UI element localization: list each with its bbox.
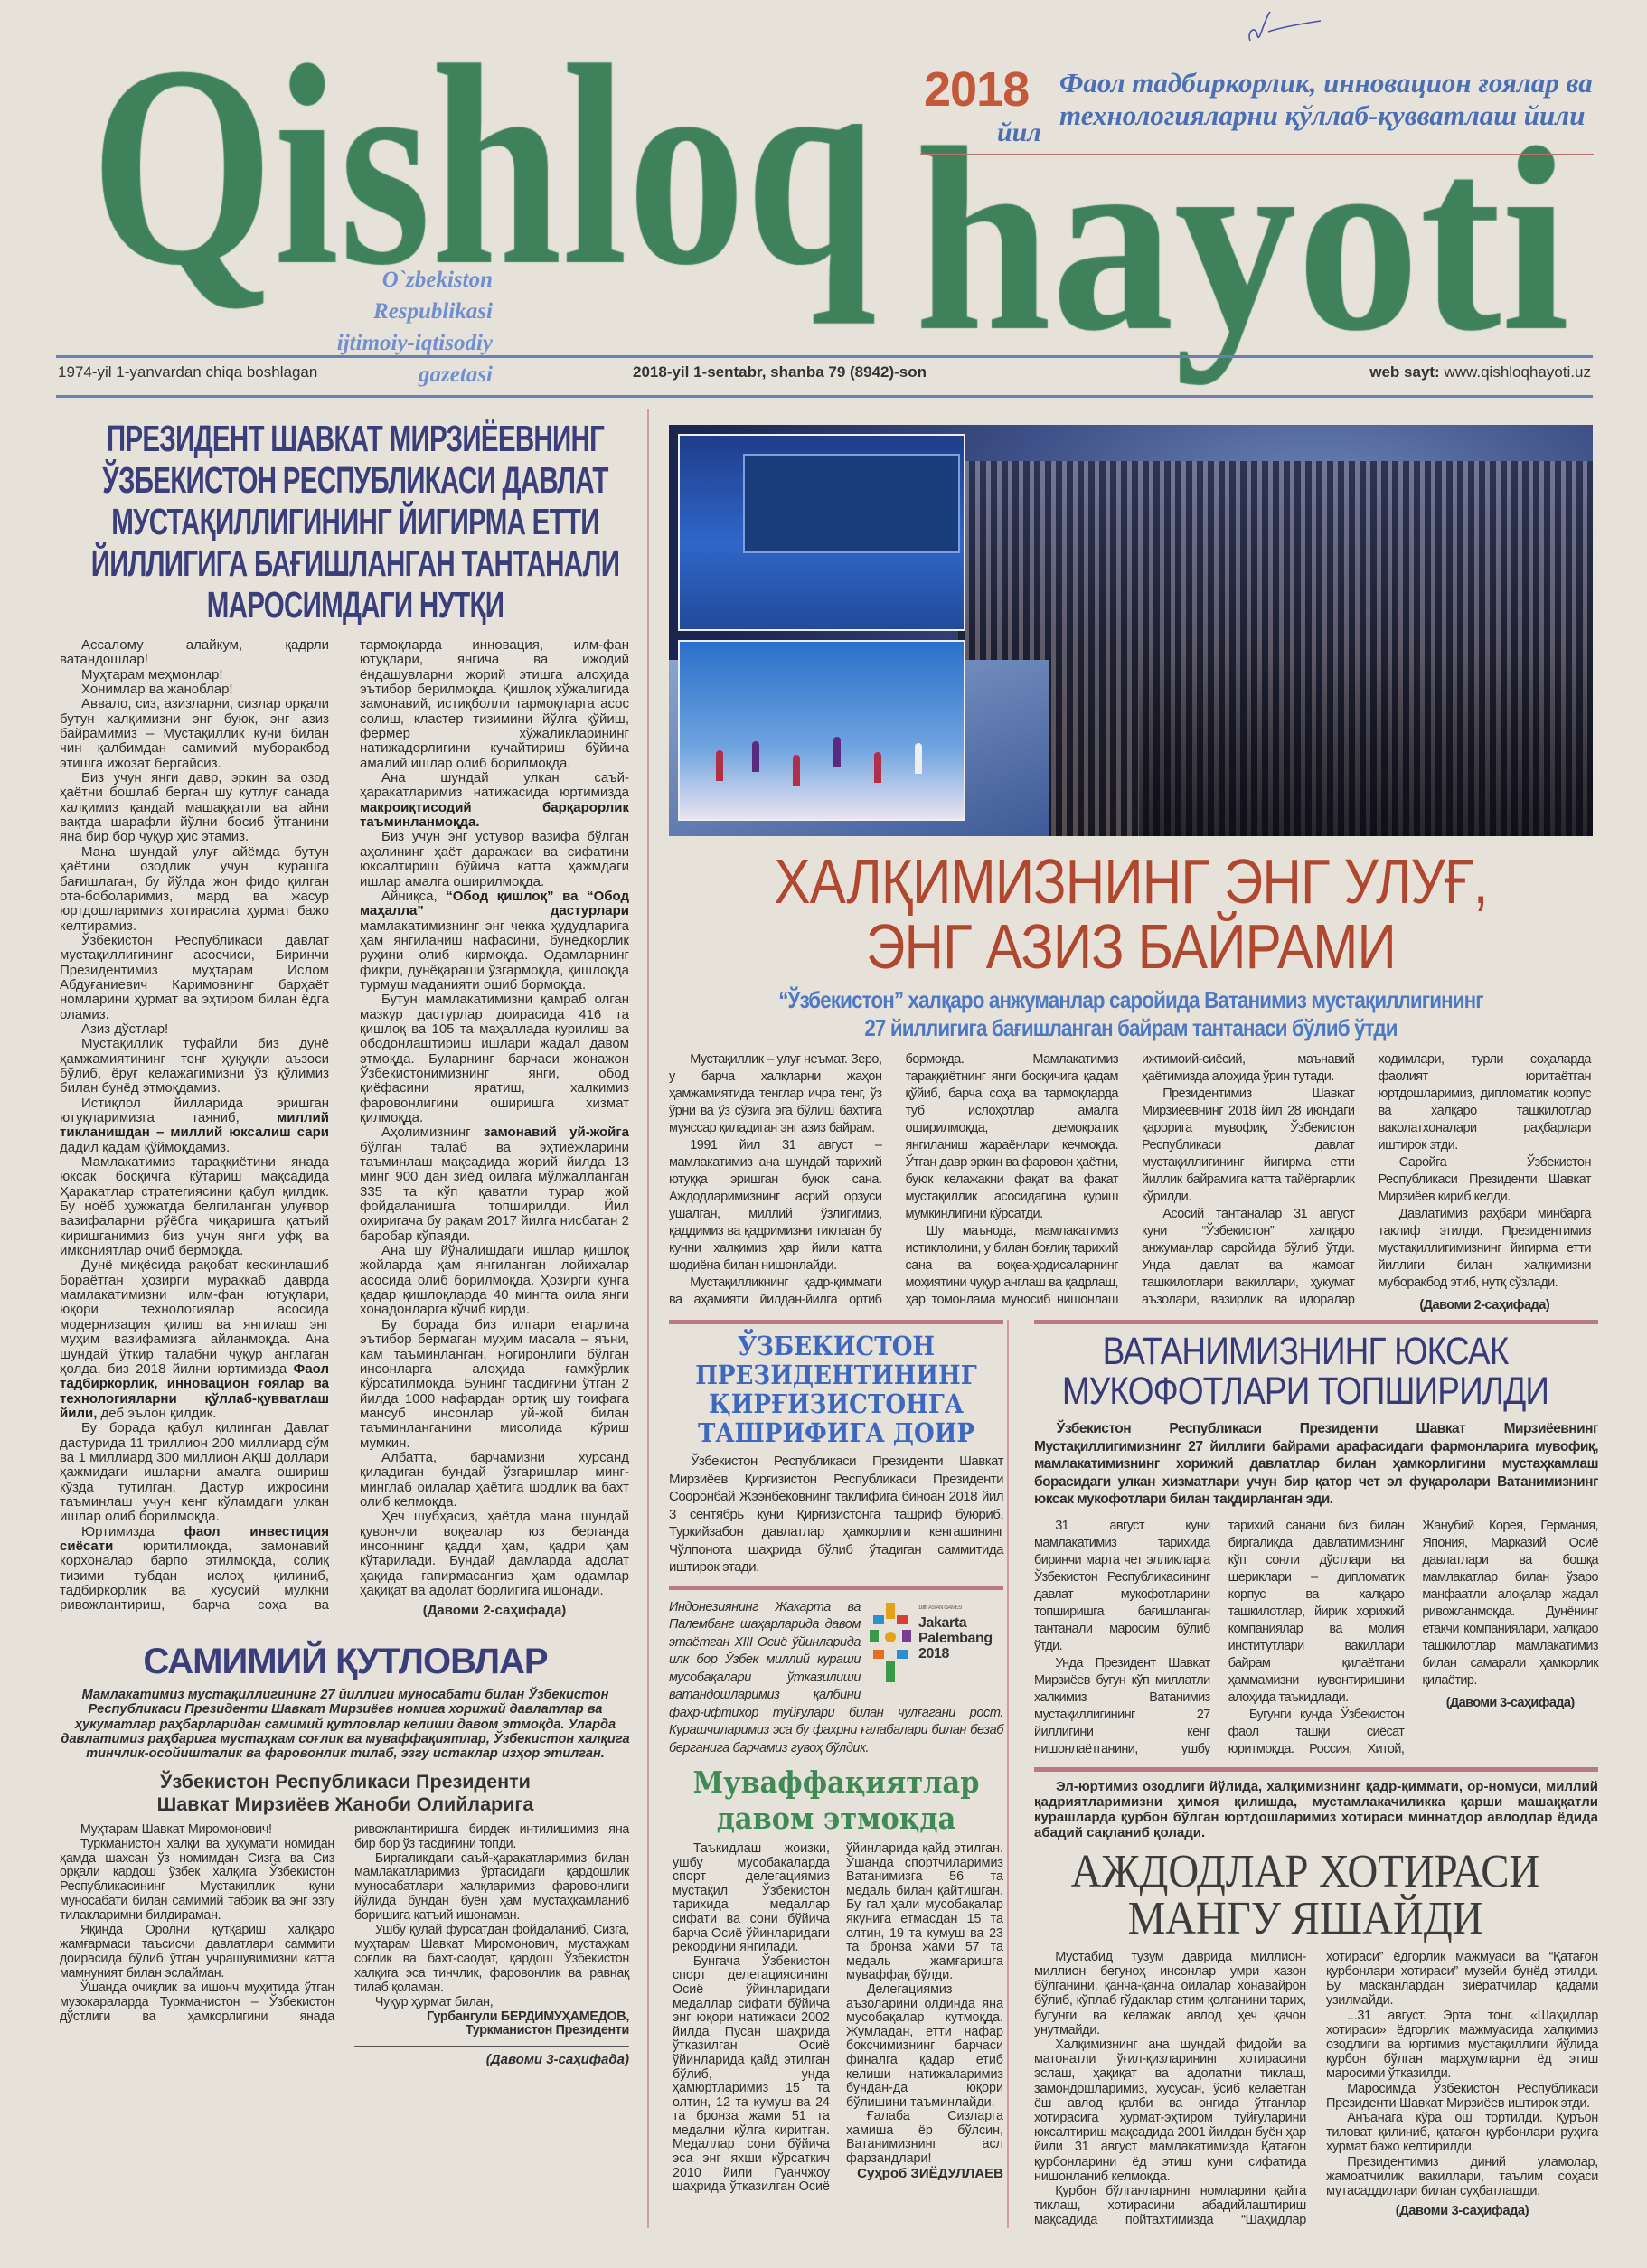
- text-run: деб эълон қилдик.: [97, 1405, 217, 1421]
- paragraph: Асосий тантаналар 31 август куни “Ўзбекистон” халқаро анжуманлар саройида бўлиб ўтди. Унда давлат ва жамоат ташкилотлари вакиллари, ҳукумат аъзолари, вазирлик ва идоралар ходимлари, турли соҳаларда фаолият юритаётган юртдошларимиз, дипломатик корпус ва халқаро ташкилотлар ваколатхоналари раҳбарлари иштирок этди.: [1142, 1052, 1591, 1307]
- paragraph: [60, 1258, 329, 1421]
- paragraph: Бутун мамлакатимизни қамраб олган мазкур дастурлар доирасида 416 та қишлоқ ва 105 та маҳаллада қурилиш ва ободонлаштириш ишлари жадал давом этмоқда. Буларнинг барчаси жонажон Ўзбекистонимизнинг янги, обод қиёфасини яратиш, халқимиз фаровонлигини оширишга хизмат қилмоқда.: [360, 992, 629, 1125]
- masthead-logo: [0, 0, 1647, 398]
- text-run: Аҳолимизнинг: [381, 1125, 485, 1141]
- year-motto-line: технологияларни қўллаб-қувватлаш йили: [1059, 99, 1586, 131]
- divider: [56, 395, 1593, 398]
- divider: [1034, 1767, 1598, 1772]
- signature-signature-name: Гурбангули БЕРДИМУҲАМЕДОВ,: [427, 2009, 629, 2024]
- paragraph: [360, 1125, 629, 1244]
- year-motto: [1059, 67, 1602, 132]
- paragraph: Ассалому алайкум, қадрли ватандошлар!: [60, 637, 329, 668]
- logo-title-line: Jakarta: [918, 1614, 967, 1631]
- text-run: мамлакатимизнинг энг чекка ҳудудларига ҳам янгиланиш нафасини, бунёдкорлик руҳини олиб кирмоқда. Одамларнинг фикри, дунёқараши ўзгармоқда, қишлоқда турмуш маданияти ошиб бормоқда.: [360, 918, 629, 993]
- logo-title-line: 2018: [918, 1645, 949, 1661]
- paragraph: Президентимиз Шавкат Мирзиёевнинг 2018 йил 28 июндаги қарорига мувофиқ, Ўзбекистон Республикаси давлат мустақиллигининг йигирма етти йиллик байрамига катта тайёргарлик кўрилди.: [1142, 1087, 1355, 1204]
- speech-headline: ПРЕЗИДЕНТ ШАВКАТ МИРЗИЁЕВНИНГ ЎЗБЕКИСТОН РЕСПУБЛИКАСИ ДАВЛАТ МУСТАҚИЛЛИГИНИНГ ЙИГИРМА ЕТТИ ЙИЛЛИГИГА БАҒИШЛАНГАН ТАНТАНАЛИ МАРОСИМДАГИ НУТҚИ: [90, 418, 620, 626]
- holiday-subheadline: [734, 986, 1529, 1042]
- paragraph: Шу маънода, мамлакатимиз истиқлолини, у билан боғлиқ тарихий сана ва воқеа-ҳодисаларнинг моҳиятини чуқур англаш ва қадрлаш, ҳар томонлама муносиб нишонлаш ижтимоий-сиёсий, маънавий ҳаётимизда алоҳида ўрин тутади.: [905, 1052, 1355, 1307]
- divider: [56, 355, 1593, 358]
- greetings-body: [60, 1823, 629, 2039]
- bold-text-run: макроиқтисодий барқарорлик таъминланмоқда.: [360, 799, 629, 831]
- stage-inset-photo: [678, 434, 965, 631]
- year-motto-line: Фаол тадбиркорлик, инновацион ғоялар ва: [1059, 67, 1593, 99]
- paragraph: Биз учун янги давр, эркин ва озод ҳаётни бошлаб берган шу кутлуғ санада халқимиз қандай машаққатли ва айни вақтда шарафли йўлни босиб ўтганини яна бир бор чуқур ҳис этамиз.: [60, 770, 329, 845]
- dancers-inset-photo: [678, 640, 965, 821]
- holiday-body: [669, 1051, 1591, 1314]
- asian-games-intro: [669, 1599, 1003, 1758]
- bold-text-run: “Обод қишлоқ” ва “Обод маҳалла” дастурлари: [360, 888, 629, 919]
- kyrgyz-visit-headline: ЎЗБЕКИСТОН ПРЕЗИДЕНТИНИНГ ҚИРҒИЗИСТОНГА ТАШРИФИГА ДОИР: [695, 1331, 977, 1448]
- greetings-headline: САМИМИЙ ҚУТЛОВЛАР: [143, 1641, 548, 1681]
- continued-note: (Давоми 3-саҳифада): [485, 2052, 629, 2068]
- logo-title: [918, 1615, 993, 1661]
- left-column: [56, 409, 649, 2228]
- paragraph: Азиз дўстлар!: [81, 1021, 169, 1037]
- holiday-headline: [734, 846, 1529, 982]
- paragraph: ...31 август. Эрта тонг. «Шаҳидлар хотираси» ёдгорлик мажмуасида халқимиз озодлиги ва юртимиз мустақиллиги йўлида қурбон бўлган марҳумларни ёд этиш маросими ўтказилди.: [1326, 2008, 1598, 2082]
- paragraph: Мамлакатимиз тараққиётини янада юксак босқичга кўтариш мақсадида Ҳаракатлар стратегиясини қабул қилдик. Бу ноёб ҳужжатда белгиланган улуғвор вазифаларни рўёбга чиқаришга қатъий киришганимиз биз учун янги уфқ ва имкониятлар очиб бермоқда.: [60, 1154, 329, 1259]
- kyrgyz-visit-body: [669, 1453, 1003, 1576]
- paragraph: Делегациямиз аъзоларини олдинда яна мусобақалар кутмоқда. Жумладан, етти нафар боксчимизнинг барчаси финалга қадар етиб келиши натижаларимиз бундан-да юқори бўлишини таъминлайди.: [846, 1981, 1003, 2110]
- headline-line: ВАТАНИМИЗНИНГ ЮКСАК: [1102, 1330, 1509, 1373]
- paragraph: Мустақилликнинг қадр-қиммати ва аҳамияти йилдан-йилга ортиб бормоқда. Мамлакатимиз тараққиётнинг янги босқичига қадам қўйиб, барча соҳа ва тармоқларда туб ислоҳотлар амалга оширилмоқда, демократик янгиланиш жараёнлари кечмоқда. Ўтган давр эркин ва фаровон ҳаётни, буюк келажакни фақат ва фақат мустақиллик асосидагина қуриш мумкинлигини кўрсатди.: [669, 1052, 1118, 1307]
- paragraph: Чуқур ҳурмат билан,: [374, 1994, 494, 2009]
- paragraph: Муҳтарам Шавкат Миромонович!: [80, 1821, 272, 1837]
- greetings-footer: [354, 2046, 629, 2067]
- text-run: бўлган талаб ва эҳтиёжларини таъминлаш мақсадида жорий йилда 13 минг 900 дан зиёд оилага мўлжалланган 335 та кўп қаватли турар жой фойдаланишга топширилди. Йил охиригача бу рақам 2017 йилга нисбатан 2 баробар кўпаяди.: [360, 1139, 629, 1244]
- lede-text: Ўзбекистон Республикаси Президенти Шавкат Мирзиёевнинг Мустақиллигимизнинг 27 йиллиги байрами арафасидаги фармонларига мувофиқ, мамлакатимизнинг хорижий давлатлар билан ҳамкорлигини мустаҳкамлаш борасидаги улкан хизматлари учун бир қатор чет эл фуқаролари Ватанимизнинг юксак мукофотлари билан тақдирланган эди.: [1034, 1421, 1598, 1507]
- awards-lede: [1034, 1420, 1598, 1509]
- headline-line: МУКОФОТЛАРИ ТОПШИРИЛДИ: [1061, 1369, 1549, 1413]
- ancestors-headline: [1029, 1845, 1582, 1944]
- paragraph: Бугунги кунда Ўзбекистон фаол ташқи сиёсат юритмоқда. Россия, Хитой, Жанубий Корея, Германия, Япония, Марказий Осиё давлатлари ва бошқа мамлакатлар билан ўзаро манфаатли алоқалар жадал ривожланмоқда. Дунёнинг етакчи компаниялари, халқаро ташкилотлар мамлакатимиз билан самарали ҳамкорлик қилаётир.: [1228, 1518, 1598, 1756]
- founded-note: 1974-yil 1-yanvardan chiqa boshlagan: [58, 363, 318, 381]
- headline-line: ЭНГ АЗИЗ БАЙРАМИ: [866, 911, 1396, 982]
- intro-text: Индонезиянинг Жакарта ва Палембанг шаҳарларида давом этаётган XIII Осиё ўйинларида илк бор Ўзбек миллий кураши мусобақалари ўтказилиши ватандошларимиз қалбини фахр-ифтихор туйғулари билан чулғагани рост. Курашчиларимиз эса бу фахрни ғалабалари билан безаб берганига барчамиз гувоҳ бўлдик.: [669, 1599, 1003, 1755]
- paragraph: Муҳтарам меҳмонлар!: [81, 666, 223, 682]
- subheadline-line: Ўзбекистон Республикаси Президенти: [160, 1770, 531, 1793]
- paragraph: Ғалаба Сизларга ҳамиша ёр бўлсин, Ватанимизнинг асл фарзандлари!: [846, 2109, 1003, 2167]
- website-label: web sayt:: [1369, 363, 1440, 381]
- bold-text-run: Фаол тадбиркорлик, инновацион ғоялар ва технологияларни қўллаб-қувватлаш йили,: [60, 1360, 329, 1421]
- continued-note: (Давоми 2-саҳифада): [1419, 1298, 1550, 1313]
- divider: [669, 1320, 1003, 1324]
- website-line: [1369, 363, 1591, 381]
- paragraph: Ўзбекистон Республикаси Президенти Шавкат Мирзиёев Қирғизистон Республикаси Президенти Сооронбай Жээнбековнинг таклифига биноан 2018 йил 3 сентябрь куни Қирғизистонга ташриф буюриб, Туркийзабон давлатлар ҳамкорлиги кенгашининг Чўлпонота шаҳрида бўлиб ўтадиган саммитида иштирок этади.: [669, 1454, 1003, 1575]
- paragraph: Президентимиз диний уламолар, жамоатчилик вакиллари, таълим соҳаси мутасаддилари билан суҳбатлашди.: [1326, 2154, 1598, 2198]
- paragraph: [360, 889, 629, 993]
- text-run: Дунё миқёсида рақобат кескинлашиб бораётган ҳозирги мураккаб даврда мамлакатимизни илм-фан ютуқлари, юқори технологиялар асосида модернизация қилиш ва янгилаш энг муҳим вазифамизга айланмоқда. Ана шундай ўткир талабни чуқур англаган ҳолда, биз 2018 йилни юртимизда: [60, 1257, 329, 1377]
- handwritten-signature: [1243, 5, 1324, 54]
- text-run: дадил қадам қўймоқдамиз.: [60, 1139, 231, 1155]
- speech-body: [60, 638, 629, 1619]
- website-url: www.qishloqhayoti.uz: [1444, 363, 1591, 381]
- greetings-lede: Мамлакатимиз мустақиллигининг 27 йиллиги муносабати билан Ўзбекистон Республикаси Президенти Шавкат Мирзиёев номига хорижий давлатлар ва ҳукуматлар раҳбарларидан самимий қутловлар келиши давом этмоқда. Уларда давлатимиз раҳбарига мустаҳкам соғлик ва муваффақиятлар, Ўзбекистон халқига тинчлик-осойишталик ва фаровонлик тилаб, эзгу истаклар изҳор этилган.: [61, 1687, 630, 1762]
- paragraph: Бу борада қабул қилинган Давлат дастурида 11 триллион 200 миллиард сўм ва 1 миллиард 300 миллион АҚШ доллари ҳажмидаги ишларни амалга ошириш кўзда тутилган. Дастур ижросини таъминлаш учун кенг кўламдаги улкан ишлар олиб борилмоқда.: [60, 1420, 329, 1525]
- text-run: Ана шундай улкан саъй-ҳаракатларимиз натижасида юртимизда: [360, 770, 629, 801]
- paragraph: Аввало, сиз, азизларни, сизлар орқали бутун халқимизни энг буюк, энг азиз байрамимиз – Мустақиллик куни билан чин қалбимдан самимий муборакбод этишга ижозат бергайсиз.: [60, 696, 329, 771]
- ancestors-body: [1034, 1950, 1598, 2228]
- divider: [1034, 1320, 1598, 1324]
- paragraph: Мустабид тузум даврида миллион-миллион бегуноҳ инсонлар умри хазон бўлганини, қанча-қанча оилалар хонавайрон бўлиб, кўплаб гўдаклар етим қолганини тарих, бугунги ва келажак авлод ҳеч қачон унутмайди.: [1034, 1949, 1306, 2037]
- paragraph: Туркманистон халқи ва ҳукумати номидан ҳамда шахсан ўз номимдан Сизга ва Сиз орқали қардош ўзбек халқига Ўзбекистон Республикасининг Мустақиллик куни муносабати билан самимий табрик ва энг эзгу тилакларимни билдираман.: [60, 1836, 334, 1924]
- paragraph: Мустақиллик – улуғ неъмат. Зеро, у барча халқларни жаҳон ҳамжамиятида тенглар ичра тенг, ўз ўрни ва ўз сўзига эга бўлиш бахтига муяссар қиладиган энг азиз байрам.: [669, 1052, 882, 1135]
- front-page-content: [56, 409, 1598, 2228]
- paragraph: Маросимда Ўзбекистон Республикаси Президенти Шавкат Мирзиёев иштирок этди.: [1326, 2081, 1598, 2111]
- subtitle-line: O`zbekiston Respublikasi: [373, 268, 493, 324]
- paragraph: Ўзбекистон Республикаси давлат мустақиллигининг асосчиси, Биринчи Президентимиз муҳтарам Ислом Абдуғаниевич Каримовнинг барҳаёт номларини ҳурмат ва эҳтиром билан ёдга оламиз.: [60, 932, 329, 1022]
- logo-title-line: Palembang: [918, 1630, 993, 1646]
- paragraph: Ана шу йўналишдаги ишлар қишлоқ жойларда ҳам янгиланган лойиҳалар асосида олиб борилмоқда. Ҳозирги кунга қадар қишлоқларда 40 мингта оила янги хонадонларга кўчиб кирди.: [360, 1243, 629, 1318]
- paragraph: Биргаликдаги саъй-ҳаракатларимиз билан мамлакатларимиз ўртасидаги қардошлик муносабатлари халқларимиз фаровонлиги йўлида бундан буён ҳам мустаҳкамланиб боришига қатъий ишонаман.: [354, 1850, 629, 1924]
- text-run: Айниқса,: [381, 888, 447, 904]
- continued-note: (Давоми 3-саҳифада): [1395, 2204, 1529, 2219]
- paragraph: Хонимлар ва жаноблар!: [81, 682, 233, 698]
- asian-games-headline: Муваффақиятлар давом этмоқда: [692, 1765, 980, 1836]
- text-run: Истиқлол йилларида эришган ютуқларимизга таяниб,: [60, 1095, 329, 1125]
- divider: [920, 154, 1594, 155]
- right-column: [669, 409, 1598, 2228]
- paragraph: Ўшанда очиқлик ва ишонч муҳитида ўтган музокараларда Туркманистон – Ўзбекистон дўстлиги ва ҳамкорлигини янада ривожлантиришга бирдек интилишимиз яна бир бор ўз тасдиғини топди.: [60, 1821, 629, 2024]
- subtitle-line: ijtimoiy-iqtisodiy gazetasi: [336, 331, 493, 387]
- subheadline-line: “Ўзбекистон” халқаро анжуманлар саройида Ватанимиз мустақиллигининг: [778, 986, 1483, 1013]
- paragraph: Давлатимиз раҳбари минбарга таклиф этилди. Президентимиз мустақиллигимизнинг йигирма етти йиллиги билан халқимизни муборакбод этиб, нутқ сўзлади.: [1378, 1207, 1591, 1290]
- text-run: Юртимизда: [81, 1523, 184, 1539]
- text-run: юритилмоқда, замонавий корхоналар барпо этилмоқда, солиқ тизими тубдан ислоҳ қилиниб, тадбиркорлик ва хусусий мулкни ривожлантириш, барча соҳа ва тармоқларда инновация, илм-фан ютуқлари, янгича ва ижодий ёндашувларни жорий этишга алоҳида эътибор берилмоқда. Қишлоқ хўжалигида замонавий, истиқболли тармоқларга асос солиш, кластер тизимини йўлга қўйиш, фермер хўжаликларининг натижадорлигини кучайтириш бўйича амалий ишлар олиб борилмоқда.: [60, 637, 629, 1614]
- paragraph: Мустақиллик туфайли биз дунё ҳамжамиятининг тенг ҳуқуқли аъзоси бўлиб, ёруғ келажагимизни ўз қўлимиз билан бунёд этмоқдамиз.: [60, 1036, 329, 1096]
- lower-left-column: [669, 1320, 1009, 2228]
- awards-headline: [1057, 1332, 1554, 1411]
- paragraph: Халқимизнинг ана шундай фидойи ва матонатли ўғил-қизларининг хотирасини эслаш, ҳақиқат ва адолатни тиклаш, замондошларимиз, хусусан, ўсиб келаётган ёш авлод қалби ва онгида ўтганлар хотирасига ҳурмат-эҳтиром туйғуларини юксалтириш мақсадида 2001 йилдан буён ҳар йили 31 август мамлакатимизда Қатағон қурбонларини ёд этиш куни сифатида нишонланиб келмоқда.: [1034, 2037, 1306, 2184]
- bold-text-run: фаол инвестиция сиёсати: [60, 1523, 329, 1554]
- stage-screen-image: [743, 454, 960, 553]
- continued-note: (Давоми 3-саҳифада): [1445, 1695, 1575, 1710]
- paragraph: Унда Президент Шавкат Мирзиёев бугун кўп миллатли халқимиз Ватанимиз мустақиллигининг 27 йиллигини кенг нишонлаётганини, ушбу тарихий санани биз билан биргаликда давлатимизнинг кўп сонли дўстлари ва шериклари – дипломатик корпус ва халқаро ташкилотлар, йирик хорижий компаниялар ва молия институтлари вакиллари байрам қилаётгани ҳаммамизни қувонтиришини алоҳида таъкидлади.: [1034, 1518, 1405, 1756]
- paragraph: Яқинда Оролни қутқариш халқаро жамғармаси таъсисчи давлатлари саммити доирасида бўлиб ўтган учрашувимизни катта мамнуният билан эслайман.: [60, 1923, 334, 1981]
- celebration-photo: [669, 425, 1593, 836]
- paragraph: Саройга Ўзбекистон Республикаси Президенти Шавкат Мирзиёев кириб келди.: [1378, 1155, 1591, 1204]
- paragraph: 1991 йил 31 август – мамлакатимиз ана шундай тарихий ютуққа эришган буюк сана. Аждодларимизнинг асрий орзуси ушалган, миллий ўзлигимиз, қаддимиз ва қадримизни тиклаган бу кунни халқимиз ҳар йили катта шодиёна билан нишонлайди.: [669, 1138, 882, 1273]
- headline-line: МАНГУ ЯШАЙДИ: [1127, 1892, 1483, 1944]
- asian-games-body: [669, 1842, 1003, 2195]
- issue-date: 2018-yil 1-sentabr, shanba 79 (8942)-son: [633, 363, 927, 381]
- greetings-subheadline: [60, 1771, 631, 1816]
- year-number: 2018: [924, 62, 1030, 117]
- greetings-article: [60, 1641, 631, 2068]
- lower-articles: [669, 1320, 1598, 2228]
- lower-right-column: [1009, 1320, 1598, 2228]
- headline-line: АЖДОДЛАР ХОТИРАСИ: [1070, 1845, 1540, 1897]
- asian-games-logo: [868, 1599, 1003, 1689]
- paragraph: Бу борада биз илгари етарлича эътибор бермаган муҳим масала – яъни, кам таъминланган, ногиронлиги бўлган инсонларга алоҳида ғамхўрлик кўрсатилмоқда. Бунинг тасдиғини ўтган 2 йилда 1000 нафардан ортиқ шу тоифага мансуб инсонлар уй-жой билан таъминланганини мисолида кўриш мумкин.: [360, 1316, 629, 1451]
- bold-text-run: замонавий уй-жойга: [484, 1125, 629, 1141]
- subheadline-line: 27 йиллигига бағишланган байрам тантанаси бўлиб ўтди: [864, 1014, 1398, 1041]
- paragraph: Ушбу қулай фурсатдан фойдаланиб, Сизга, муҳтарам Шавкат Миромонович, мустаҳкам соғлик ва бахт-саодат, қардош Ўзбекистон халқига эса тинчлик, фаровонлик ва равнақ тилаб қоламан.: [354, 1923, 629, 1995]
- paragraph: [360, 771, 629, 830]
- article-author: Суҳроб ЗИЁДУЛЛАЕВ: [857, 2165, 1003, 2181]
- paragraph: Анъанага кўра ош тортилди. Қуръон тиловат қилиниб, қатағон қурбонлари руҳига ҳурмат бажо келтирилди.: [1326, 2110, 1598, 2155]
- divider: [669, 1586, 1003, 1590]
- divider: [354, 2046, 629, 2047]
- year-word: йил: [997, 118, 1041, 147]
- awards-body: [1034, 1518, 1598, 1758]
- signature-signature-title: Туркманистон Президенти: [465, 2023, 629, 2038]
- paragraph: Қурбон бўлганларнинг номларини қайта тиклаш, хотирасини абадийлаштириш мақсадида пойтахтимизда “Шаҳидлар хотираси” ёдгорлик мажмуаси ва “Қатағон қурбонлари хотираси” музейи бунёд этилди. Бу масканлардан зиёратчилар қадами узилмайди.: [1034, 1949, 1598, 2228]
- paragraph: Биз учун энг устувор вазифа бўлган аҳолининг ҳаёт даражаси ва сифатини юксалтириш бўйича катта ҳажмдаги ишлар амалга оширилмоқда.: [360, 829, 629, 889]
- bold-text-run: миллий тикланишдан – миллий юксалиш сари: [60, 1110, 329, 1141]
- front-row-image: [1139, 651, 1593, 836]
- paragraph: [60, 1096, 329, 1155]
- continued-note: (Давоми 2-саҳифада): [422, 1603, 567, 1619]
- headline-line: ХАЛҚИМИЗНИНГ ЭНГ УЛУҒ,: [774, 846, 1488, 917]
- asian-games-logo-icon: [870, 1603, 913, 1686]
- paragraph: Бунгача Ўзбекистон спорт делегациясининг Осиё ўйинларидаги медаллар сифати бўйича энг юқори натижаси 2002 йилда Пусан шаҳрида ўтказилган Осиё ўйинларида қайд этилган бўлиб, унда ҳамюртларимиз 15 та олтин, 12 та кумуш ва 24 та бронза жами 51 та медални қўлга киритган. Медаллар сони бўйича эса энг яхши кўрсаткич 2010 йили Гуанчжоу шаҳрида ўтказилган Осиё ўйинларида қайд этилган. Ўшанда спортчиларимиз Ватанимизга 56 та медаль билан қайтишган. Бу гал ҳали мусобақалар якунига етмасдан 15 та олтин, 19 та кумуш ва 23 та бронза жами 57 та медаль жамғаришга муваффақ бўлди.: [673, 1841, 1003, 2195]
- paragraph: Мана шундай улуғ айёмда бутун ҳаётини озодлик учун курашга бағишлаган, бу йўлда жон фидо қилган ота-боболаримиз, мард ва жасур юртдошларимиз хотирасига ҳурмат бажо келтирамиз.: [60, 843, 329, 934]
- lede-text: Эл-юртимиз озодлиги йўлида, халқимизнинг қадр-қиммати, ор-номуси, миллий қадриятларимизни ҳимоя қилишда, мустамлакачиликка қарши машаққатли курашларда қурбон бўлган юртдошларимиз хотираси миннатдор авлодлар ёдида абадий сақланиб қолади.: [1034, 1778, 1598, 1841]
- logo-caption: 18th ASIAN GAMES: [918, 1605, 962, 1611]
- ancestors-lede: [1034, 1779, 1598, 1841]
- paragraph: Ҳеч шубҳасиз, ҳаётда мана шундай қувончли воқеалар юз берганда инсоннинг қадди ҳам, қадри ҳам кўтарилади. Бундай дамларда адолат ҳақида гапирмасангиз ҳам одамлар ҳақиқат ва адолат борлигига ишонади.: [360, 1509, 629, 1598]
- subheadline-line: Шавкат Мирзиёев Жаноби Олийларига: [156, 1793, 534, 1815]
- paragraph: Албатта, барчамизни хурсанд қиладиган бундай ўзгаришлар минг-минглаб оилалар ҳаётига шодлик ва бахт олиб келмоқда.: [360, 1449, 629, 1510]
- paragraph: 31 август куни мамлакатимиз тарихида биринчи марта чет элликларга Ўзбекистон Республикасининг давлат мукофотларини топширишга бағишланган тантанали маросим бўлиб ўтди.: [1034, 1518, 1210, 1653]
- paragraph: Таъкидлаш жоизки, ушбу мусобақаларда спорт делегациямиз мустақил Ўзбекистон тарихида медаллар сифати ва сони бўйича барча Осиё ўйинларидаги рекордини янгилади.: [673, 1841, 830, 1955]
